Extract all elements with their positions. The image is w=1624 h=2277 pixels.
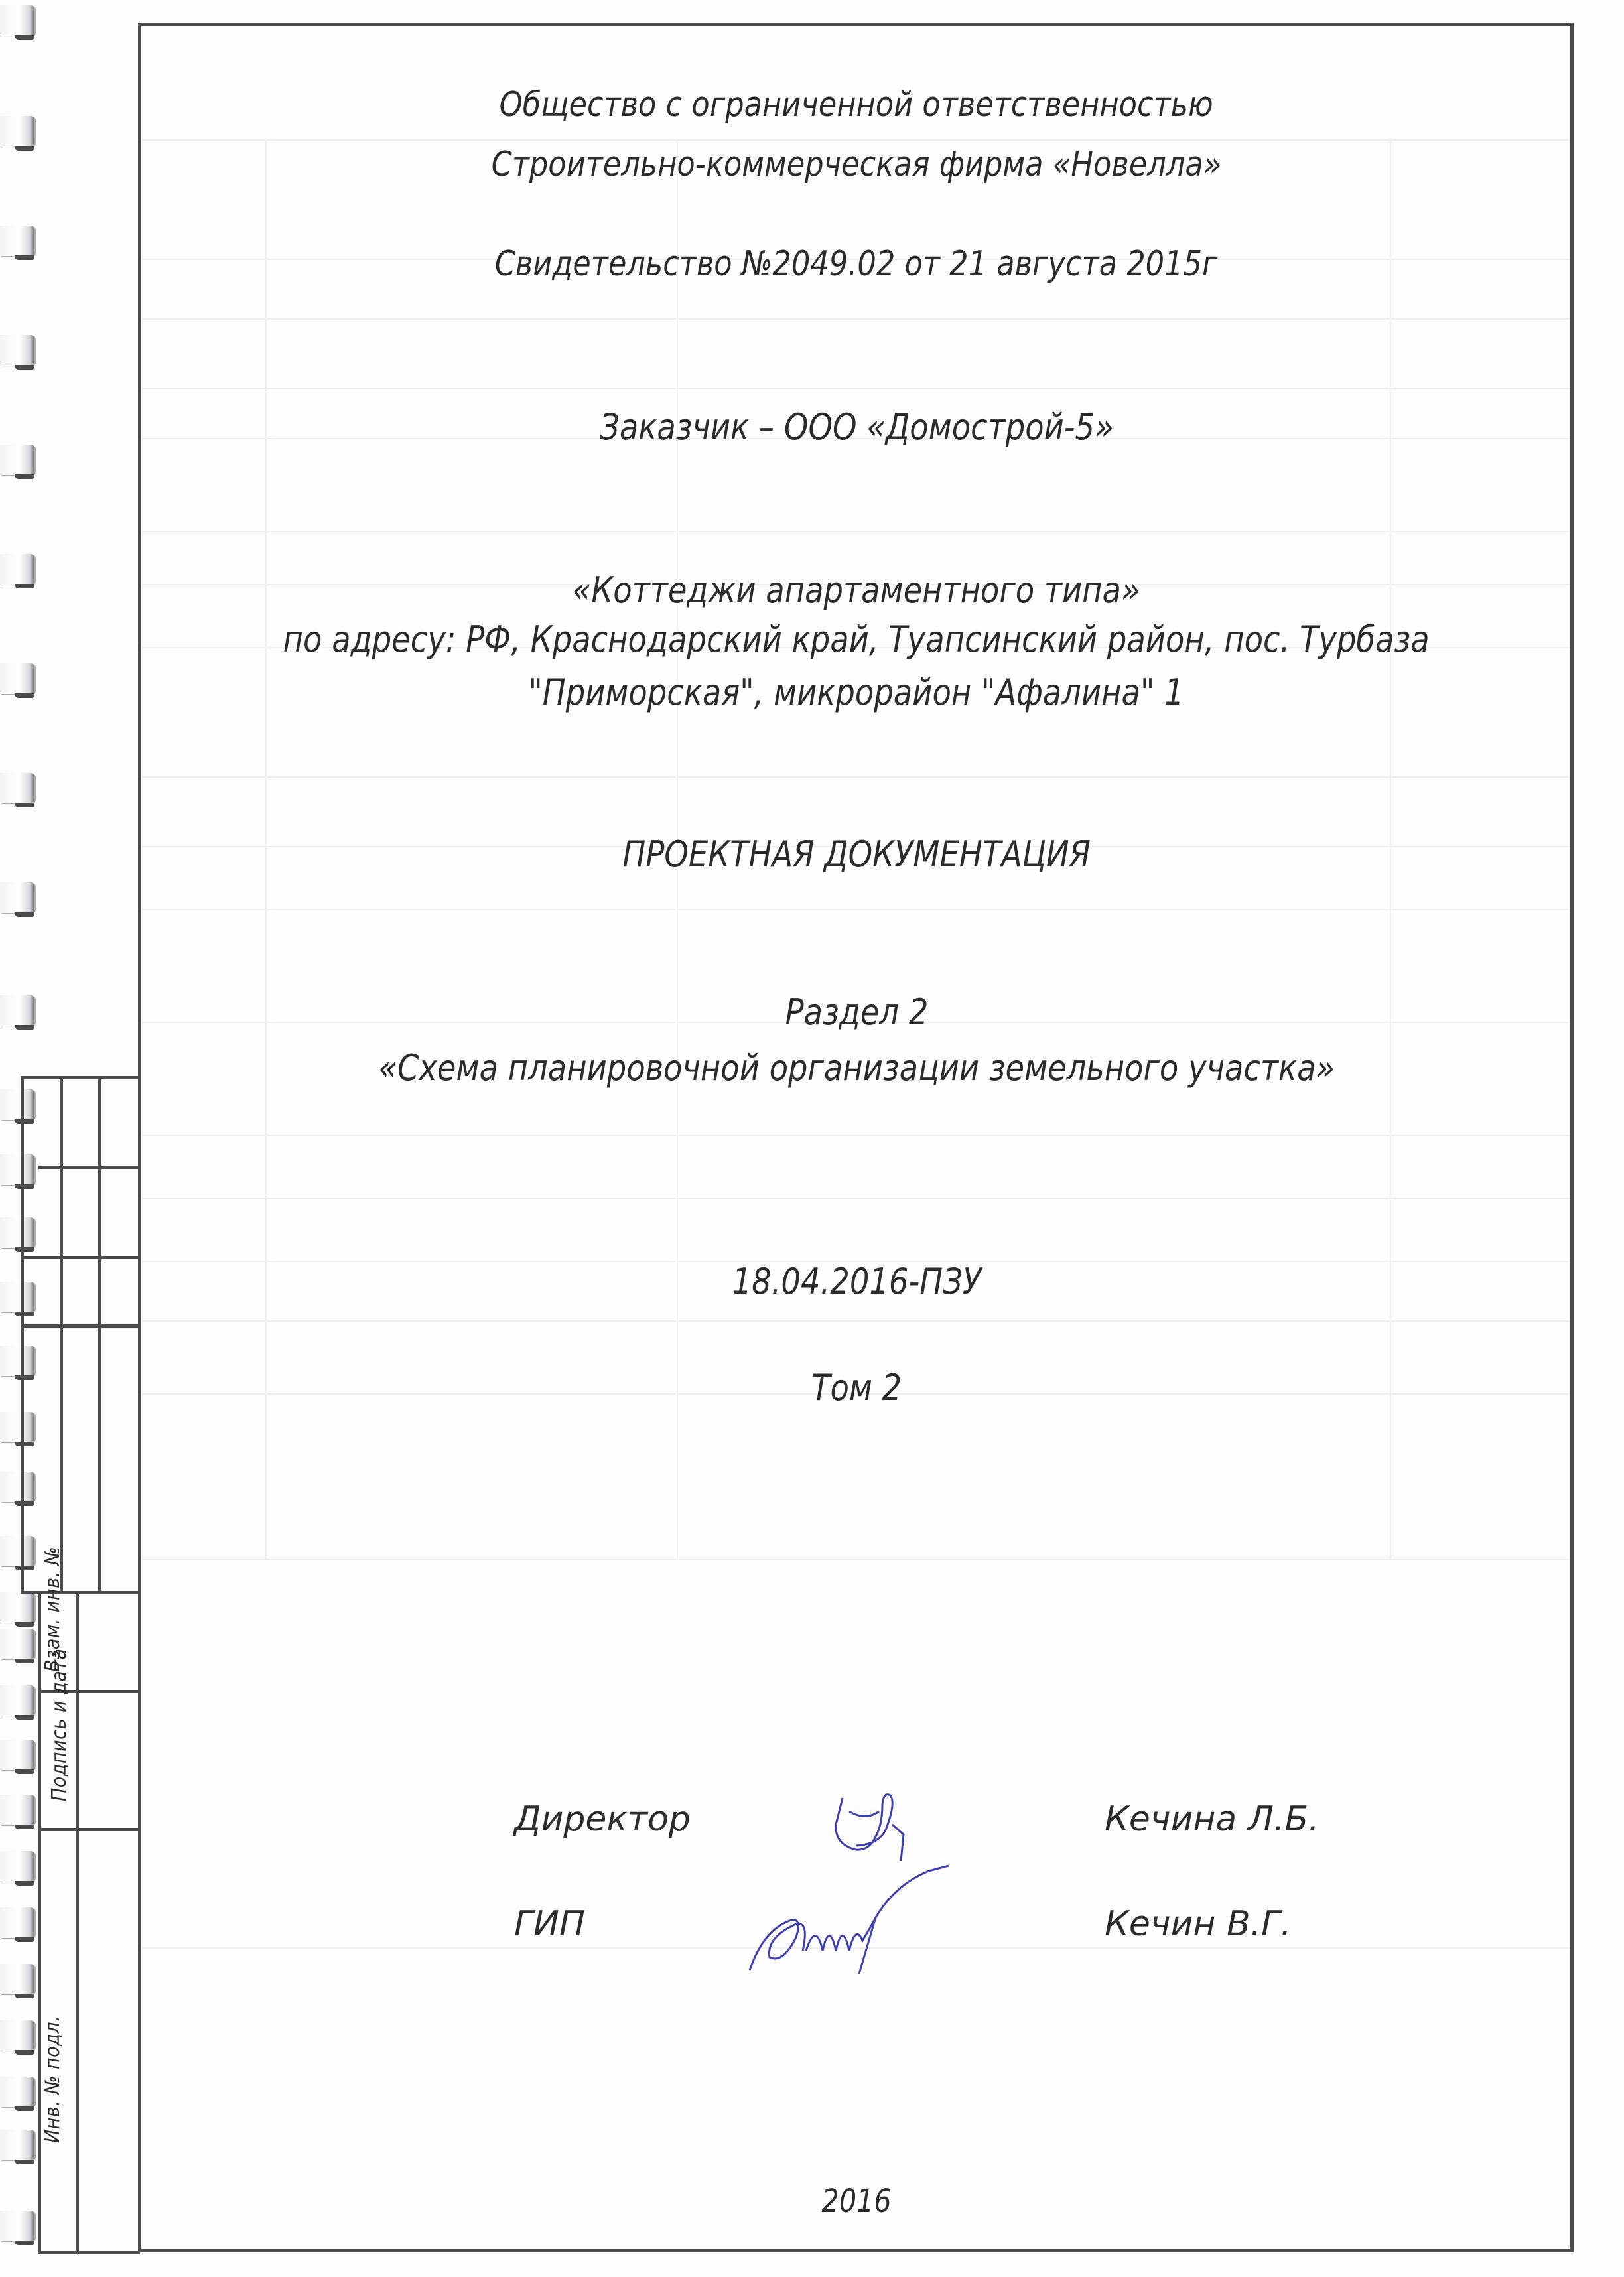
document-type: ПРОЕКТНАЯ ДОКУМЕНТАЦИЯ: [622, 833, 1091, 875]
volume-number: Том 2: [811, 1367, 902, 1409]
organization-line-1: Общество с ограниченной ответственностью: [499, 85, 1214, 125]
organization-line-2: Строительно-коммерческая фирма «Новелла»: [491, 145, 1222, 184]
object-address-line-2: "Приморская", микрорайон "Афалина" 1: [528, 671, 1185, 713]
object-name: «Коттеджи апартаментного типа»: [573, 569, 1140, 611]
certificate: Свидетельство №2049.02 от 21 августа 2015г: [495, 244, 1218, 284]
section-number: Раздел 2: [785, 991, 928, 1033]
name-director: Кечина Л.Б.: [1105, 1799, 1320, 1839]
section-title: «Схема планировочной организации земельного участка»: [378, 1047, 1335, 1089]
stamp-label-podpis-data: Подпись и дата: [48, 1648, 71, 1801]
year: 2016: [821, 2183, 892, 2220]
customer: Заказчик – ООО «Домострой-5»: [599, 406, 1114, 448]
document-code: 18.04.2016-ПЗУ: [732, 1261, 981, 1302]
role-gip: ГИП: [514, 1904, 585, 1944]
role-director: Директор: [514, 1799, 691, 1839]
object-address-line-1: по адресу: РФ, Краснодарский край, Туапсинский район, пос. Турбаза: [283, 618, 1430, 660]
signature-director-icon: [829, 1785, 922, 1864]
stamp-label-inv-podl: Инв. № подл.: [41, 2015, 64, 2143]
stamp-label-vzam-inv: Взам. инв. №: [41, 1546, 64, 1672]
name-gip: Кечин В.Г.: [1105, 1904, 1292, 1944]
signature-gip-icon: [743, 1858, 955, 1977]
